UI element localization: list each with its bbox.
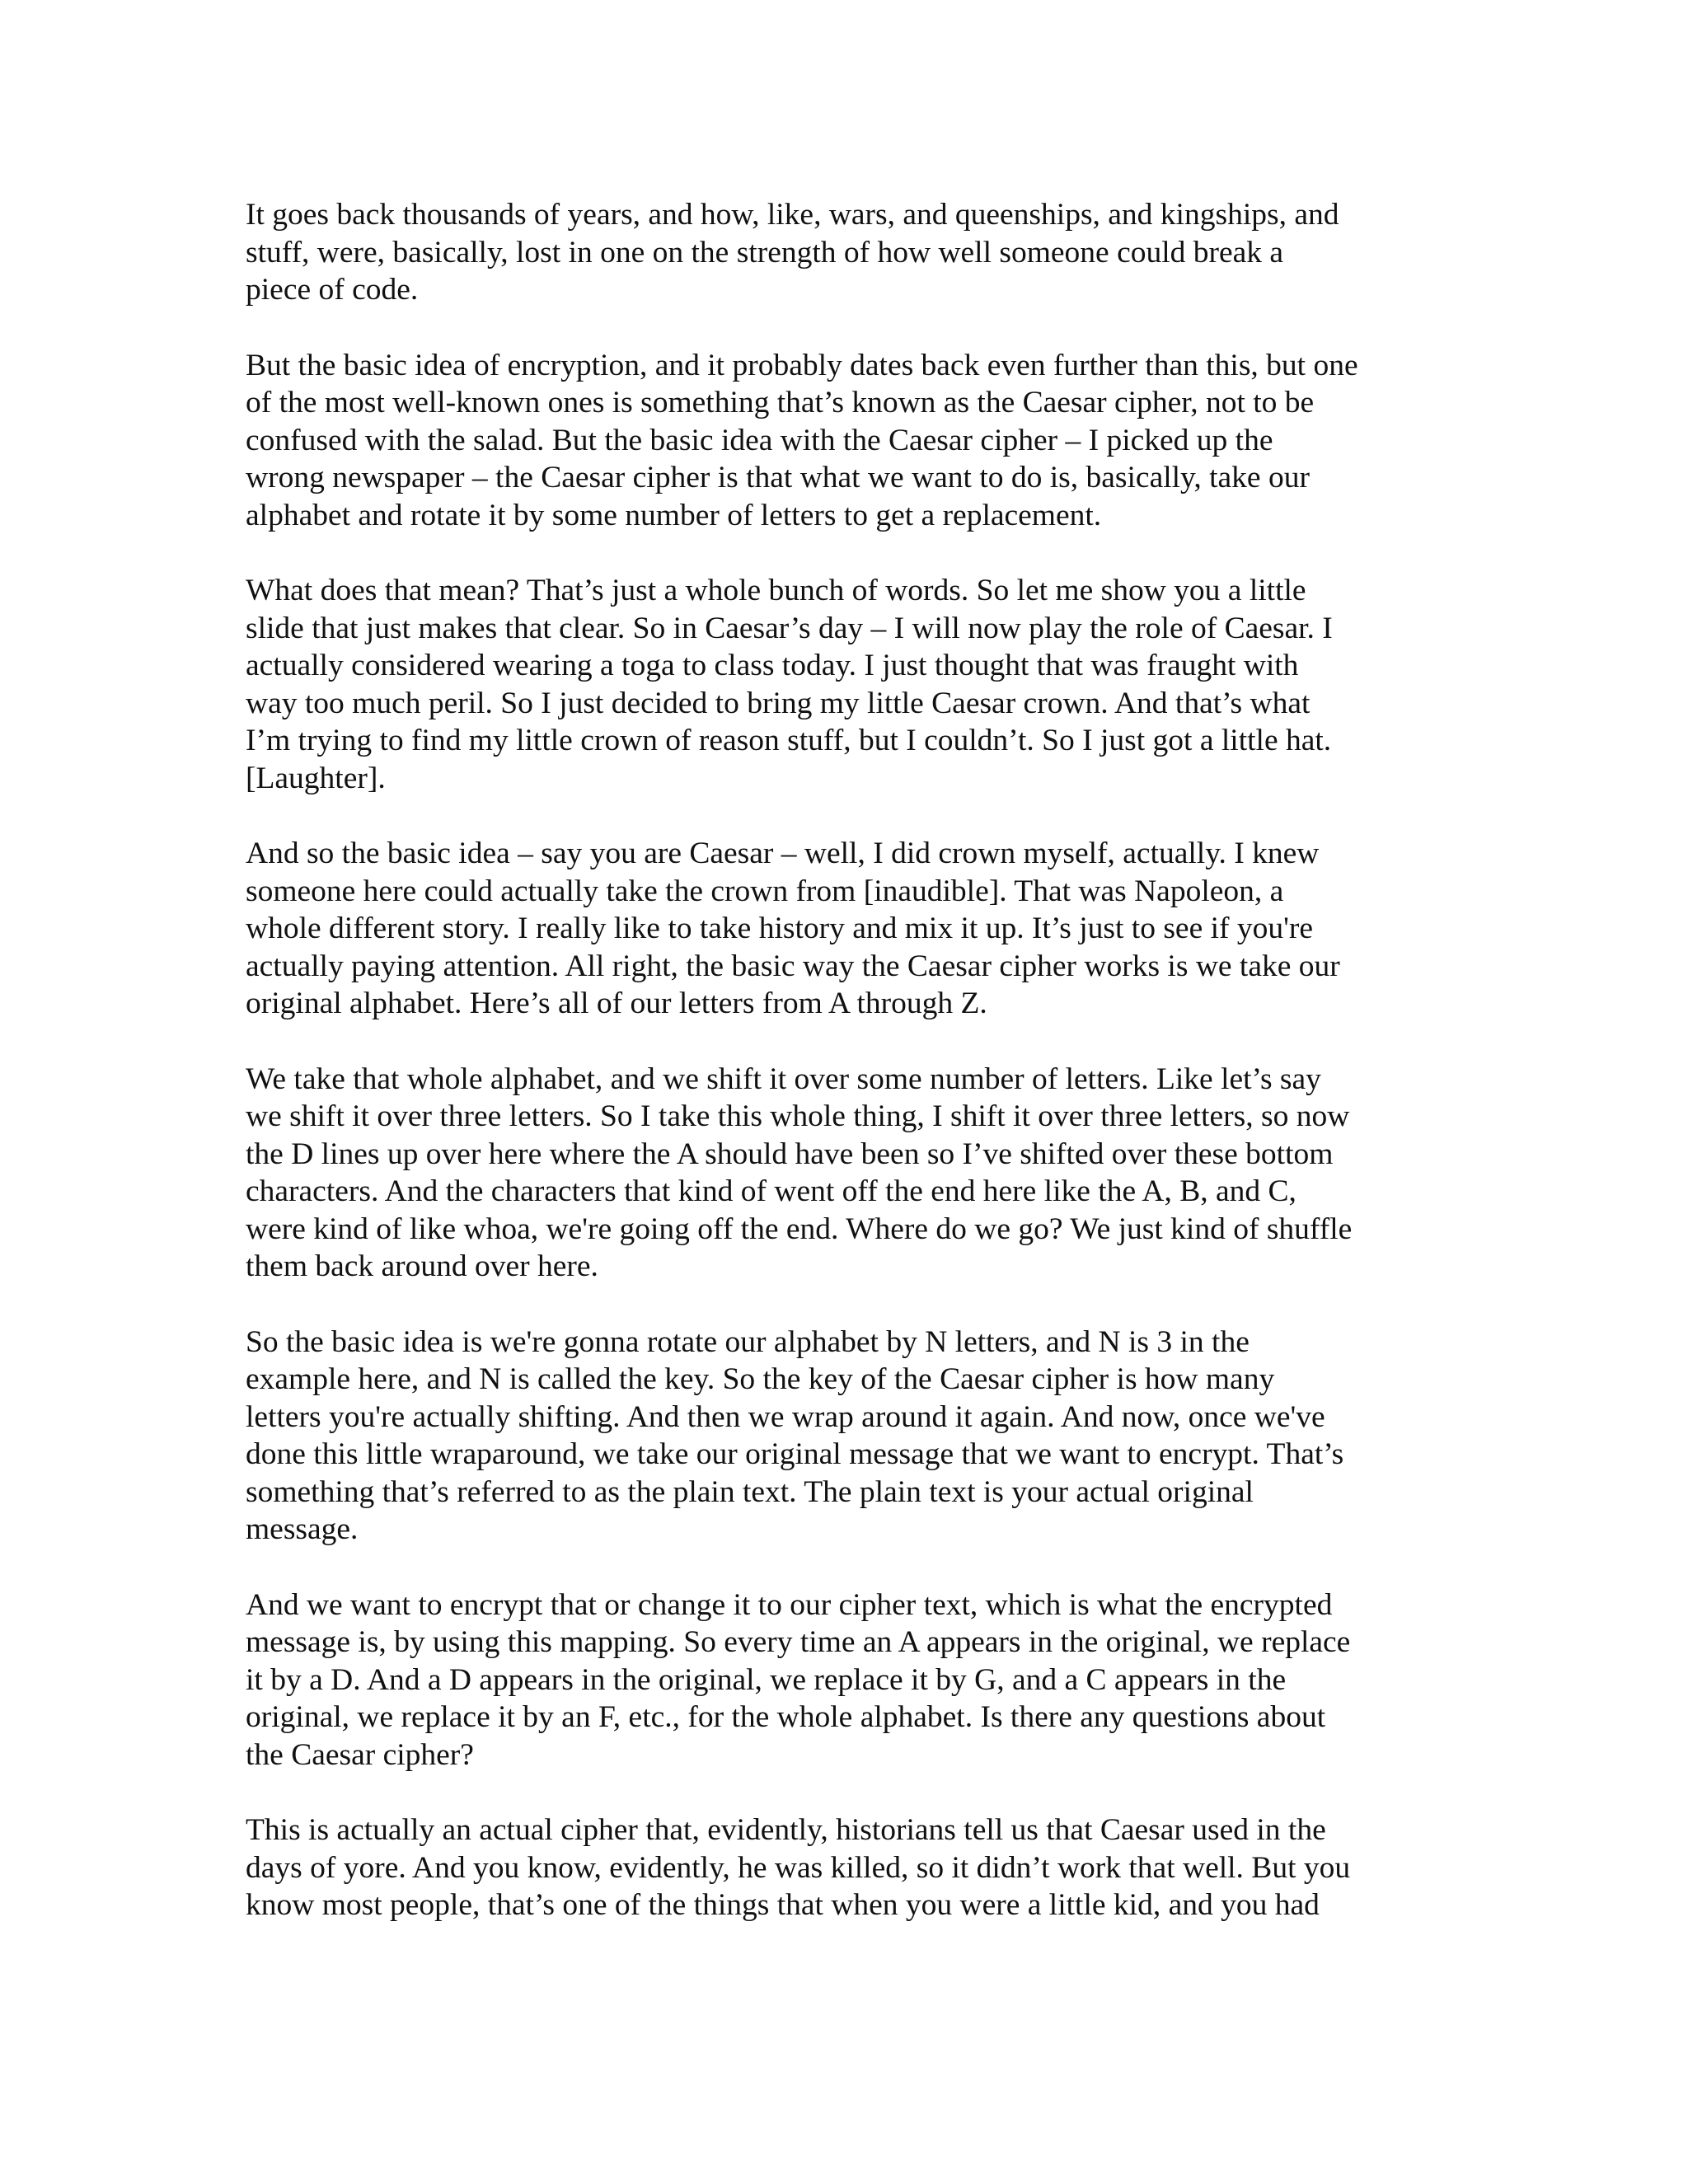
text-line: This is actually an actual cipher that, evidently, historians tell us that Caesar used in the: [246, 1813, 1326, 1847]
text-line: It goes back thousands of years, and how, like, wars, and queenships, and kingships, and: [246, 198, 1339, 232]
text-line: piece of code.: [246, 273, 419, 307]
text-line: message.: [246, 1512, 359, 1546]
paragraph: [246, 1586, 1449, 1774]
text-line: someone here could actually take the crown from [inaudible]. That was Napoleon, a: [246, 874, 1284, 908]
text-line: original, we replace it by an F, etc., for the whole alphabet. Is there any questions about: [246, 1700, 1326, 1734]
text-line: slide that just makes that clear. So in Caesar’s day – I will now play the role of Caesar. I: [246, 611, 1333, 645]
paragraph: [246, 572, 1449, 797]
text-line: So the basic idea is we're gonna rotate our alphabet by N letters, and N is 3 in the: [246, 1324, 1250, 1359]
text-line: the D lines up over here where the A should have been so I’ve shifted over these bottom: [246, 1137, 1334, 1171]
text-line: alphabet and rotate it by some number of letters to get a replacement.: [246, 498, 1102, 532]
text-line: And we want to encrypt that or change it to our cipher text, which is what the encrypted: [246, 1587, 1333, 1622]
text-line: original alphabet. Here’s all of our letters from A through Z.: [246, 987, 987, 1020]
text-line: example here, and N is called the key. So the key of the Caesar cipher is how many: [246, 1362, 1275, 1396]
text-line: actually considered wearing a toga to class today. I just thought that was fraught with: [246, 649, 1299, 682]
text-line: characters. And the characters that kind of went off the end here like the A, B, and C,: [246, 1174, 1296, 1208]
paragraph: [246, 835, 1449, 1023]
text-line: stuff, were, basically, lost in one on the strength of how well someone could break a: [246, 235, 1284, 269]
text-line: What does that mean? That’s just a whole bunch of words. So let me show you a little: [246, 574, 1306, 607]
transcript-body: [246, 196, 1449, 1962]
text-line: them back around over here.: [246, 1249, 598, 1283]
text-line: whole different story. I really like to take history and mix it up. It’s just to see if you're: [246, 912, 1314, 945]
text-line: We take that whole alphabet, and we shift it over some number of letters. Like let’s say: [246, 1062, 1321, 1096]
paragraph: [246, 1324, 1449, 1549]
text-line: letters you're actually shifting. And then we wrap around it again. And now, once we've: [246, 1399, 1325, 1434]
text-line: were kind of like whoa, we're going off the end. Where do we go? We just kind of shuffle: [246, 1212, 1353, 1246]
paragraph: [246, 1061, 1449, 1286]
text-line: something that’s referred to as the plain text. The plain text is your actual original: [246, 1474, 1254, 1509]
text-line: know most people, that’s one of the things that when you were a little kid, and you had: [246, 1888, 1320, 1922]
text-line: I’m trying to find my little crown of reason stuff, but I couldn’t. So I just got a little hat.: [246, 724, 1332, 757]
text-line: the Caesar cipher?: [246, 1737, 474, 1772]
paragraph: [246, 347, 1449, 535]
text-line: message is, by using this mapping. So every time an A appears in the original, we replace: [246, 1625, 1351, 1659]
text-line: way too much peril. So I just decided to bring my little Caesar crown. And that’s what: [246, 686, 1311, 720]
text-line: wrong newspaper – the Caesar cipher is that what we want to do is, basically, take our: [246, 461, 1310, 494]
text-line: done this little wraparound, we take our original message that we want to encrypt. That’s: [246, 1437, 1344, 1471]
text-line: And so the basic idea – say you are Caesar – well, I did crown myself, actually. I knew: [246, 837, 1320, 870]
text-line: actually paying attention. All right, the basic way the Caesar cipher works is we take our: [246, 949, 1340, 983]
text-line: But the basic idea of encryption, and it probably dates back even further than this, but one: [246, 348, 1358, 382]
text-line: of the most well-known ones is something that’s known as the Caesar cipher, not to be: [246, 386, 1315, 419]
text-line: confused with the salad. But the basic idea with the Caesar cipher – I picked up the: [246, 423, 1273, 457]
text-line: [Laughter].: [246, 761, 386, 795]
text-line: we shift it over three letters. So I take this whole thing, I shift it over three letters, so now: [246, 1099, 1350, 1133]
paragraph: [246, 196, 1449, 309]
text-line: it by a D. And a D appears in the original, we replace it by G, and a C appears in the: [246, 1662, 1287, 1697]
paragraph: [246, 1811, 1449, 1924]
text-line: days of yore. And you know, evidently, he was killed, so it didn’t work that well. But you: [246, 1850, 1351, 1885]
